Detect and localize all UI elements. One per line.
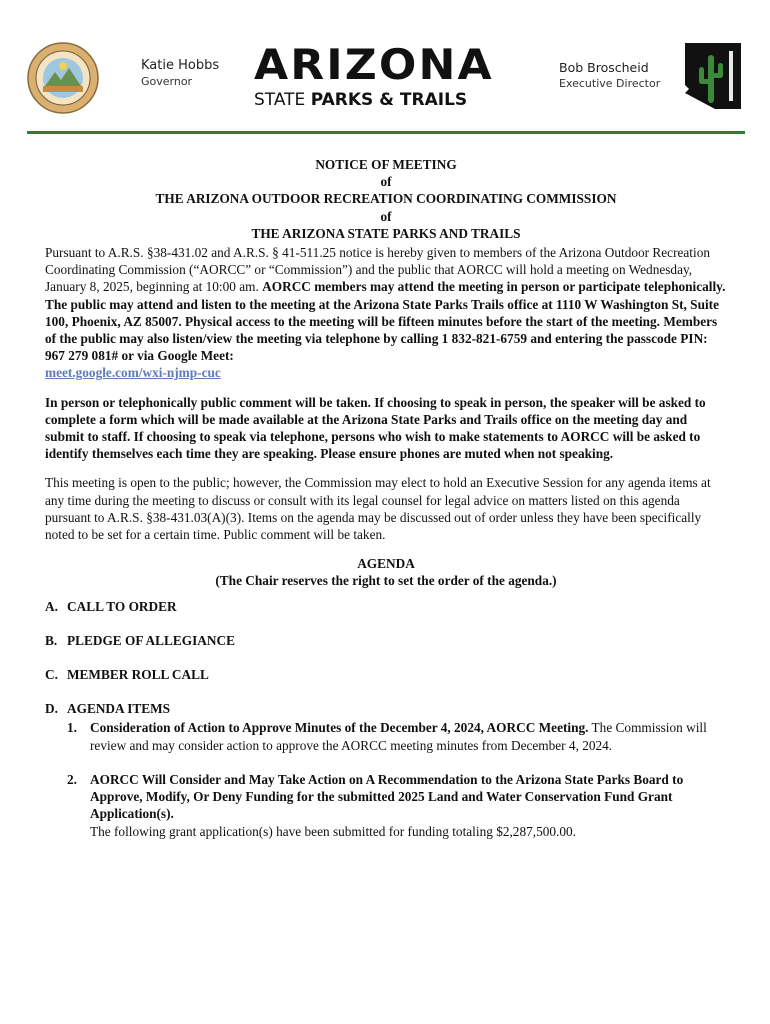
item-number: 1. bbox=[67, 720, 77, 736]
agenda-section-a bbox=[45, 598, 727, 615]
item-number: 2. bbox=[67, 771, 77, 787]
agenda-subheading: (The Chair reserves the right to set the order of the agenda.) bbox=[215, 573, 557, 589]
item-title: AORCC Will Consider and May Take Action on A Recommendation to the Arizona State Parks Board to Approve, Modify, Or Deny Funding for the submitted 2025 Land and Water Conservation Fund Grant Application(s). bbox=[90, 771, 684, 822]
agenda-heading: AGENDA bbox=[357, 556, 415, 572]
arizona-state-parks-logo bbox=[254, 40, 526, 110]
director-name: Bob Broscheid bbox=[559, 60, 649, 75]
governor-title: Governor bbox=[141, 75, 193, 88]
logo-state: STATE bbox=[254, 90, 306, 110]
arizona-state-outline-cactus-icon bbox=[681, 41, 745, 111]
title-line-4: of bbox=[380, 208, 392, 224]
section-label: CALL TO ORDER bbox=[67, 598, 177, 614]
title-line-1: NOTICE OF MEETING bbox=[315, 157, 457, 172]
public-comment-paragraph: In person or telephonically public comment will be taken. If choosing to speak in person, the speaker will be asked to complete a form which will be made available at the Arizona State Parks and Trails office on the meeting day and submit to staff. If choosing to speak via telephone, persons who wish to make statements to AORCC will be asked to identify themselves each time they are speaking. Please ensure phones are muted when not speaking. bbox=[45, 394, 706, 462]
section-label: MEMBER ROLL CALL bbox=[67, 667, 209, 683]
director-title: Executive Director bbox=[559, 77, 661, 90]
section-label: AGENDA ITEMS bbox=[67, 701, 171, 717]
section-letter: C. bbox=[45, 667, 58, 683]
logo-subtitle bbox=[254, 90, 526, 110]
header-divider bbox=[27, 131, 745, 134]
logo-arizona-word: ARIZONA bbox=[254, 40, 494, 89]
notice-intro-text: Pursuant to A.R.S. §38-431.02 and A.R.S. § 41-511.25 notice is hereby given to members of the Arizona Outdoor Recreation Coordinating Commission (“AORCC” or “Commission”) and the public that AORCC will hold a meeting on Wednesday, January 8, 2025, beginning at 10:00 am. bbox=[45, 245, 710, 295]
agenda-heading-block bbox=[45, 555, 727, 589]
section-label: PLEDGE OF ALLEGIANCE bbox=[67, 632, 235, 648]
arizona-state-seal-icon bbox=[27, 42, 99, 114]
document-body bbox=[45, 156, 727, 840]
agenda-section-c bbox=[45, 666, 727, 683]
item-description: The Commission will review and may consider action to approve the AORCC meeting minutes from December 4, 2024. bbox=[90, 720, 707, 753]
director-block bbox=[559, 60, 660, 90]
letterhead bbox=[0, 0, 770, 140]
logo-parks-trails: PARKS & TRAILS bbox=[310, 90, 468, 110]
notice-bold-text: AORCC members may attend the meeting in person or participate telephonically. The public may attend and listen to the meeting at the Arizona State Parks Trails office at 1110 W Washington St, Suite 100, Phoenix, AZ 85007. Physical access to the meeting will be fifteen minutes before the start of the meeting. Members of the public may also listen/view the meeting via telephone by calling 1 832-821-6759 and entering the passcode PIN: 967 279 081# or via Google Meet: bbox=[45, 279, 726, 364]
title-line-2: of bbox=[380, 174, 392, 190]
item-title: Consideration of Action to Approve Minutes of the December 4, 2024, AORCC Meeting. bbox=[90, 720, 589, 736]
agenda-item-1 bbox=[67, 719, 727, 753]
title-line-3: THE ARIZONA OUTDOOR RECREATION COORDINATING COMMISSION bbox=[155, 191, 617, 207]
title-line-5: THE ARIZONA STATE PARKS AND TRAILS bbox=[251, 225, 521, 241]
agenda-section-d bbox=[45, 700, 727, 717]
section-letter: B. bbox=[45, 632, 58, 648]
executive-session-paragraph: This meeting is open to the public; however, the Commission may elect to hold an Executive Session for any agenda items at any time during the meeting to discuss or consult with its legal counsel for legal advice on matters listed on this agenda pursuant to A.R.S. §38-431.03(A)(3). Items on the agenda may be discussed out of order unless they have been specifically noted to be set for a certain time. Public comment will be taken. bbox=[45, 475, 711, 543]
agenda-section-b bbox=[45, 632, 727, 649]
notice-title bbox=[45, 156, 727, 242]
google-meet-link[interactable]: meet.google.com/wxi-njmp-cuc bbox=[45, 365, 221, 381]
notice-paragraph bbox=[45, 244, 727, 382]
item-description: The following grant application(s) have been submitted for funding totaling $2,287,500.00. bbox=[90, 823, 576, 839]
section-letter: D. bbox=[45, 701, 58, 717]
agenda-item-2 bbox=[67, 771, 727, 840]
governor-block bbox=[141, 58, 219, 88]
section-letter: A. bbox=[45, 598, 58, 614]
governor-name: Katie Hobbs bbox=[141, 58, 220, 73]
